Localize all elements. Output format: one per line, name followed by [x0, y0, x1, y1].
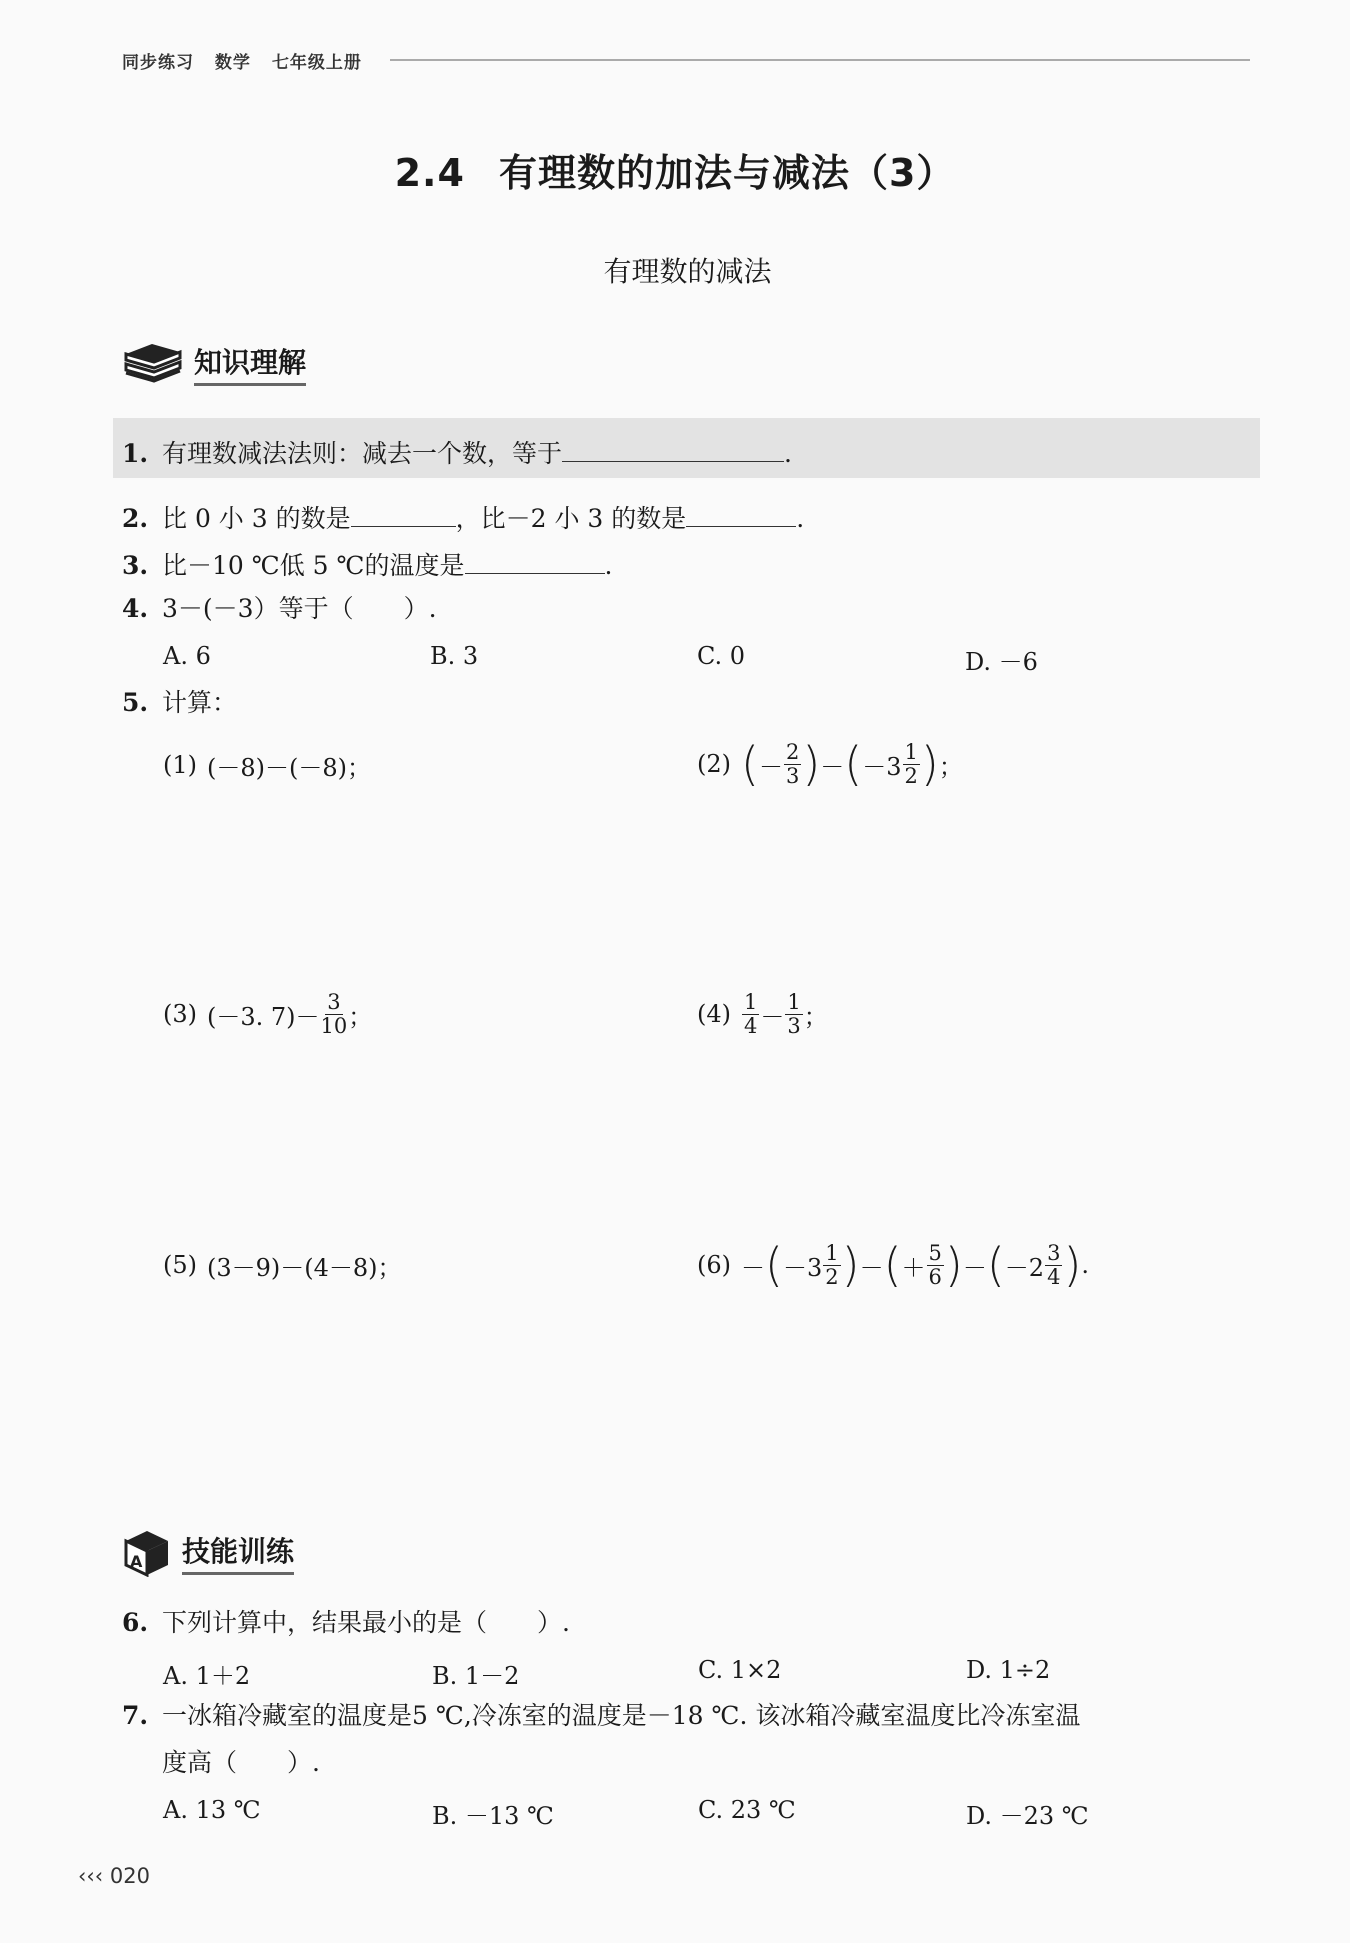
question-1: [122, 437, 792, 466]
calc-6: (6) － ( －3 $\frac{1}{2}$ ) － ( ＋ $\frac{5}{6}$ ) － ( －2 $\frac{3}{4}$ ) .: [697, 1238, 1090, 1292]
q3-end: .: [604, 551, 613, 580]
calc-4-fraction-1: $\frac{1}{4}$: [744, 990, 758, 1038]
q4-option-a[interactable]: A. 6: [163, 642, 211, 670]
calc-3-fraction: $\frac{3}{10}$: [320, 990, 348, 1038]
q3-blank[interactable]: [465, 549, 605, 574]
page-title: [0, 142, 1350, 197]
calc-2-operator: －: [820, 752, 845, 781]
calc-3: [163, 985, 372, 1043]
section-number: 2.4: [394, 151, 465, 195]
calc-4-end: ；: [803, 1002, 828, 1031]
calc-4-tag: (4): [697, 1000, 731, 1028]
calc-2-fraction-2: $\frac{1}{2}$: [904, 740, 918, 788]
calc-6-lead: －: [741, 1253, 765, 1282]
calc-4-operator: －: [760, 1002, 785, 1031]
q6-text: 下列计算中，结果最小的是（ ）.: [162, 1608, 570, 1637]
q2-text-a: 比 0 小 3 的数是: [162, 504, 351, 533]
q6-option-a[interactable]: A. 1＋2: [163, 1662, 251, 1690]
header-book: 同步练习: [122, 53, 194, 73]
calc-3-tag: (3): [163, 1000, 197, 1028]
q7-option-d[interactable]: D. －23 ℃: [966, 1802, 1089, 1830]
calc-6-fraction-1: $\frac{1}{2}$: [825, 1241, 839, 1289]
q7-option-b[interactable]: B. －13 ℃: [432, 1802, 554, 1830]
q6-option-d[interactable]: D. 1÷2: [966, 1656, 1051, 1684]
q2-number: 2.: [122, 504, 149, 533]
calc-2-fraction-1: $\frac{2}{3}$: [785, 740, 800, 788]
q7-line-2: 度高（ ）.: [162, 1748, 320, 1777]
calc-6-fraction-3: $\frac{3}{4}$: [1047, 1241, 1061, 1289]
calc-5-tag: (5): [163, 1251, 197, 1279]
q4-option-c[interactable]: C. 0: [697, 642, 746, 670]
calc-5: [163, 1245, 402, 1285]
calc-6-whole-1: －3: [782, 1253, 823, 1282]
question-6: [122, 1610, 570, 1635]
q2-blank-1[interactable]: [351, 502, 456, 527]
q1-text: 有理数减法法则：减去一个数，等于: [162, 439, 563, 468]
calc-6-fraction-2: $\frac{5}{6}$: [928, 1241, 942, 1289]
q1-end: .: [784, 439, 792, 468]
calc-1-tag: (1): [163, 751, 197, 779]
q5-text: 计算：: [162, 688, 238, 717]
q2-blank-2[interactable]: [686, 502, 796, 527]
question-7: [122, 1703, 1080, 1728]
footer-arrows: ‹‹‹: [78, 1864, 104, 1888]
calc-3-end: ；: [348, 1002, 373, 1031]
q4-option-b[interactable]: B. 3: [430, 642, 479, 670]
calc-2-minus: －: [758, 752, 783, 781]
calc-6-sign-2: ＋: [901, 1253, 926, 1282]
page-footer: [78, 1864, 150, 1888]
calc-2-end: ；: [938, 752, 963, 781]
question-3: [122, 549, 612, 578]
calc-2: (2) ( － $\frac{2}{3}$ ) － ( －3 $\frac{1}{2}$ ) ；: [697, 737, 963, 791]
header-rule: [390, 59, 1250, 61]
q3-text: 比－10 ℃低 5 ℃的温度是: [162, 551, 465, 580]
q3-number: 3.: [122, 551, 149, 580]
calc-2-tag: (2): [697, 750, 731, 778]
q1-number: 1.: [122, 439, 149, 468]
header-subject: 数学: [214, 53, 251, 73]
calc-6-op-1: －: [859, 1253, 884, 1282]
calc-1: [163, 745, 371, 785]
calc-1-expr: (－8)－(－8)；: [207, 753, 371, 782]
question-2: [122, 502, 804, 531]
cube-a-icon: [122, 1527, 172, 1577]
q4-text: 3－(－3）等于（ ）.: [162, 594, 437, 623]
calc-6-whole-3: －2: [1004, 1253, 1045, 1282]
section-knowledge: [122, 340, 306, 386]
running-header: [122, 48, 376, 73]
section-skills-label: 技能训练: [182, 1530, 294, 1575]
header-grade: 七年级上册: [271, 53, 362, 73]
q7-option-a[interactable]: A. 13 ℃: [163, 1796, 261, 1824]
section-knowledge-label: 知识理解: [194, 341, 306, 386]
q7-line-1: 一冰箱冷藏室的温度是5 ℃,冷冻室的温度是－18 ℃. 该冰箱冷藏室温度比冷冻室温: [162, 1701, 1081, 1730]
q6-number: 6.: [122, 1608, 149, 1637]
section-title: 有理数的加法与减法（3）: [498, 151, 956, 195]
page-number: 020: [109, 1864, 150, 1888]
q4-option-d[interactable]: D. －6: [965, 648, 1038, 676]
q6-option-b[interactable]: B. 1－2: [432, 1662, 520, 1690]
question-5: [122, 690, 237, 715]
calc-6-tag: (6): [697, 1251, 731, 1279]
page-subtitle: 有理数的减法: [603, 255, 772, 288]
question-4: [122, 596, 437, 621]
q6-option-c[interactable]: C. 1×2: [698, 1656, 782, 1684]
calc-6-end: .: [1081, 1251, 1090, 1279]
calc-2-paren: (: [741, 737, 759, 791]
calc-2-whole: －3: [862, 752, 902, 781]
q1-blank[interactable]: [562, 437, 784, 462]
calc-6-op-2: －: [962, 1253, 987, 1282]
q5-number: 5.: [122, 688, 149, 717]
svg-text:A: A: [130, 1552, 143, 1571]
q7-number: 7.: [122, 1701, 149, 1730]
q2-end: .: [796, 504, 805, 533]
calc-4-fraction-2: $\frac{1}{3}$: [787, 990, 801, 1038]
books-icon: [122, 340, 184, 386]
q4-number: 4.: [122, 594, 149, 623]
q7-option-c[interactable]: C. 23 ℃: [698, 1796, 796, 1824]
calc-4: [697, 985, 828, 1043]
q2-text-b: ，比－2 小 3 的数是: [455, 504, 687, 533]
section-skills: [122, 1527, 294, 1577]
calc-3-expr: (－3. 7)－: [207, 1002, 320, 1031]
calc-5-expr: (3－9)－(4－8)；: [207, 1253, 402, 1282]
